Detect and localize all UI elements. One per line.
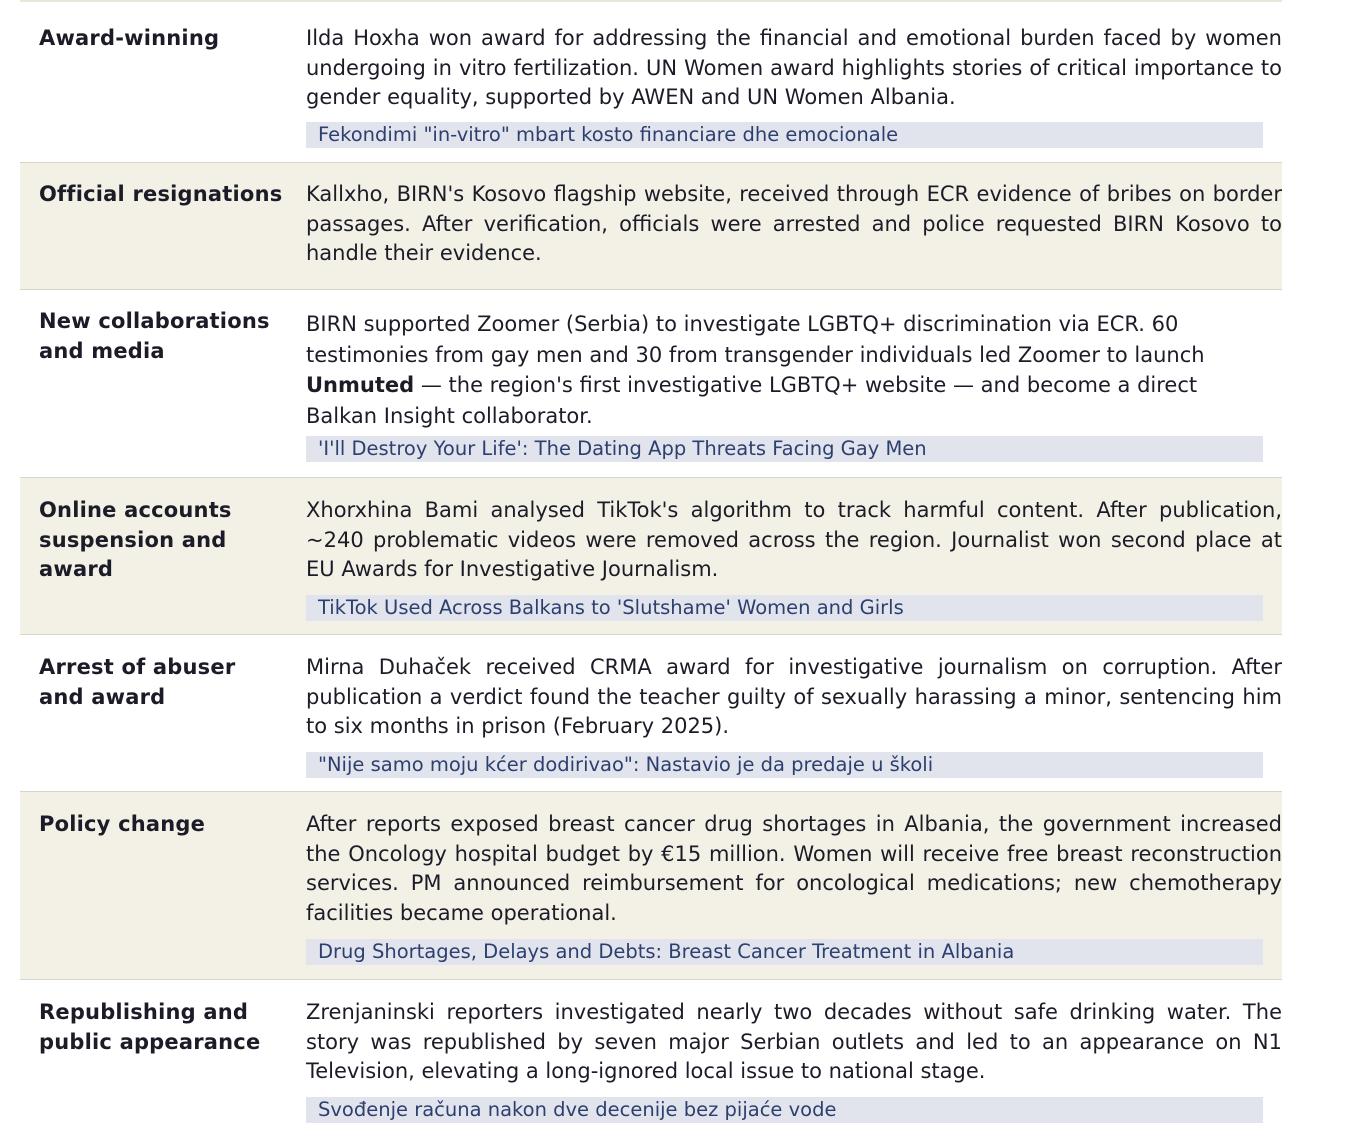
row-label: Award-winning (39, 26, 220, 50)
table-row (20, 478, 1282, 635)
row-content (286, 478, 1282, 634)
row-description: Ilda Hoxha won award for addressing the financial and emotional burden faced by women undergoing in vitro fertilization. UN Women award highlights stories of critical importance to gender equality, supported by AWEN and UN Women Albania. (306, 26, 1282, 110)
table-row (20, 163, 1282, 290)
row-label: Arrest of abuser and award (39, 655, 236, 709)
story-link[interactable]: "Nije samo moju kćer dodirivao": Nastavio je da predaje u školi (306, 752, 1263, 778)
row-description: Xhorxhina Bami analysed TikTok's algorithm to track harmful content. After publication, ~240 problematic videos were removed across the region. Journalist won second place at EU Awards for Investigative Journalism. (306, 498, 1282, 582)
row-content (286, 290, 1282, 477)
row-label: New collaborations and media (39, 309, 270, 363)
unmuted-highlight: Unmuted (306, 373, 415, 397)
story-link[interactable]: Drug Shortages, Delays and Debts: Breast Cancer Treatment in Albania (306, 939, 1263, 965)
row-label: Republishing and public appearance (39, 1000, 261, 1054)
row-description: Zrenjaninski reporters investigated nearly two decades without safe drinking water. The story was republished by seven major Serbian outlets and led to an appearance on N1 Television, elevating a long-ignored local issue to national stage. (306, 1000, 1282, 1084)
row-content (286, 635, 1282, 791)
story-link[interactable]: 'I'll Destroy Your Life': The Dating App Threats Facing Gay Men (306, 436, 1263, 462)
row-description (306, 309, 1282, 431)
story-link[interactable]: TikTok Used Across Balkans to 'Slutshame' Women and Girls (306, 595, 1263, 621)
row-content (286, 163, 1282, 289)
table-row (20, 980, 1282, 1134)
row-description-end: — the region's first investigative LGBTQ+ website — and become a direct Balkan Insight collaborator. (306, 373, 1198, 428)
row-description: After reports exposed breast cancer drug shortages in Albania, the government increased the Oncology hospital budget by €15 million. Women will receive free breast reconstruction services. PM announced reimbursement for oncological medications; new chemotherapy facilities became operational. (306, 812, 1282, 926)
row-label: Policy change (39, 812, 206, 836)
row-description: Mirna Duhaček received CRMA award for investigative journalism on corruption. After publication a verdict found the teacher guilty of sexually harassing a minor, sentencing him to six months in prison (February 2025). (306, 655, 1282, 739)
impact-table (20, 0, 1282, 1134)
story-link[interactable]: Fekondimi "in-vitro" mbart kosto financiare dhe emocionale (306, 122, 1263, 148)
row-description: Kallxho, BIRN's Kosovo flagship website, received through ECR evidence of bribes on border passages. After verification, officials were arrested and police requested BIRN Kosovo to handle their evidence. (306, 182, 1282, 266)
row-content (286, 980, 1282, 1134)
row-description-start: BIRN supported Zoomer (Serbia) to investigate LGBTQ+ discrimination via ECR. 60 testimonies from gay men and 30 from transgender individuals led Zoomer to launch (306, 312, 1205, 367)
row-label: Official resignations (39, 182, 283, 206)
row-label: Online accounts suspension and award (39, 498, 232, 581)
table-row (20, 792, 1282, 980)
row-content (286, 2, 1282, 162)
table-row (20, 635, 1282, 792)
story-link[interactable]: Svođenje računa nakon dve decenije bez pijaće vode (306, 1097, 1263, 1123)
row-content (286, 792, 1282, 979)
table-row (20, 290, 1282, 478)
table-row (20, 2, 1282, 163)
